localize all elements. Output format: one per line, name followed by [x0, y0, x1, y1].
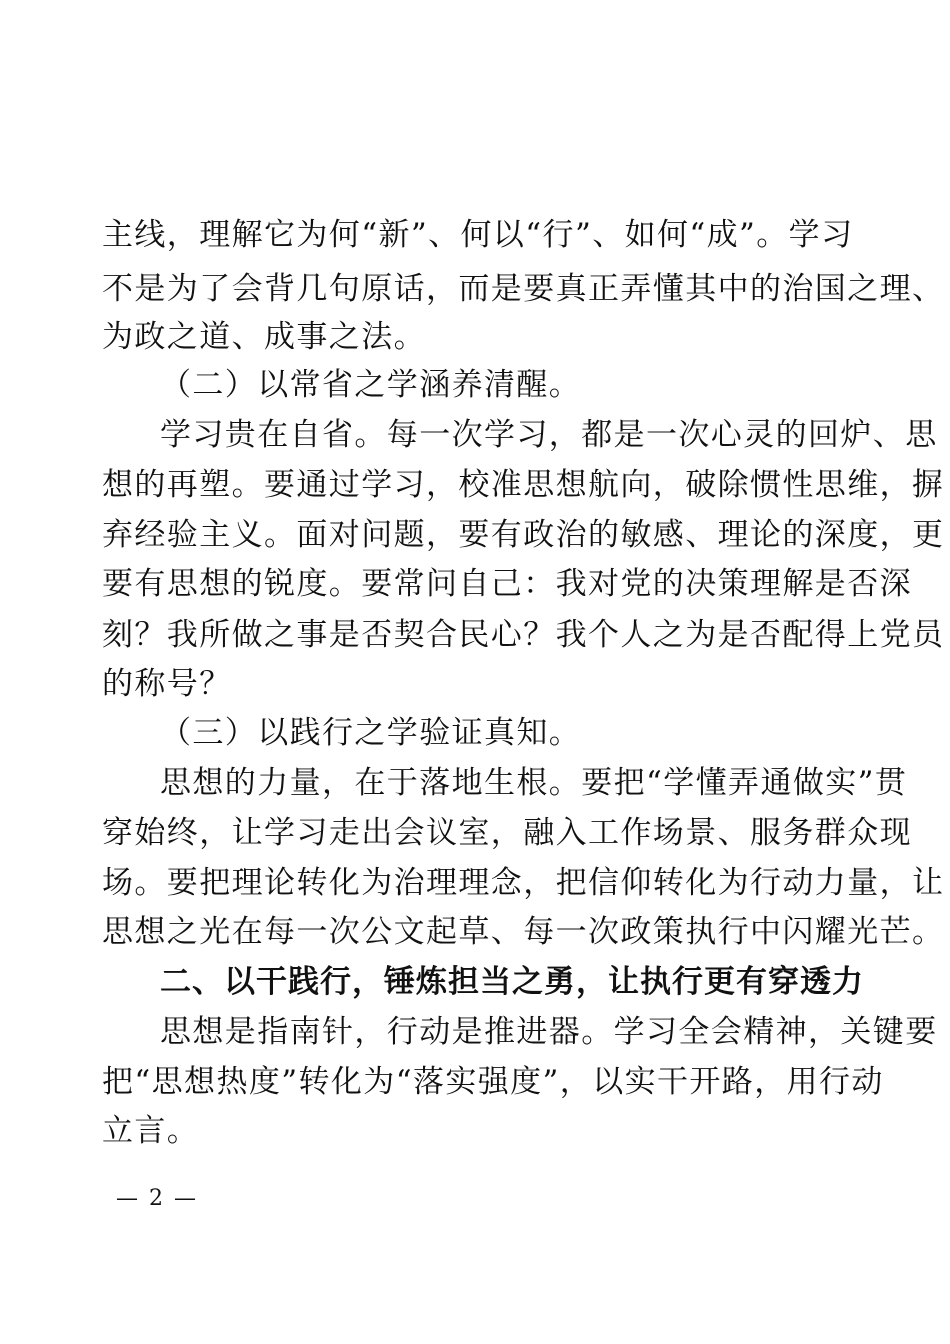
paragraph-line: 想的再塑。要通过学习，校准思想航向，破除惯性思维，摒 [102, 467, 945, 503]
page-number: — 2 — [116, 1186, 198, 1211]
paragraph-line: 思想是指南针，行动是推进器。学习全会精神，关键要 [160, 1014, 938, 1050]
paragraph-line: 立言。 [102, 1113, 200, 1149]
subsection-heading-3: （三）以践行之学验证真知。 [160, 715, 582, 751]
paragraph-line: 刻？我所做之事是否契合民心？我个人之为是否配得上党员 [102, 617, 945, 653]
paragraph-line: 的称号？ [102, 666, 232, 702]
paragraph-line: 要有思想的锐度。要常问自己：我对党的决策理解是否深 [102, 566, 912, 602]
paragraph-line: 思想的力量，在于落地生根。要把“学懂弄通做实”贯 [160, 765, 908, 801]
paragraph-line: 主线，理解它为何“新”、何以“行”、如何“成”。学习 [102, 217, 854, 253]
paragraph-line: 思想之光在每一次公文起草、每一次政策执行中闪耀光芒。 [102, 914, 945, 950]
paragraph-line: 场。要把理论转化为治理理念，把信仰转化为行动力量，让 [102, 865, 945, 901]
subsection-heading-2: （二）以常省之学涵养清醒。 [160, 367, 582, 403]
section-heading: 二、以干践行，锤炼担当之勇，让执行更有穿透力 [160, 964, 864, 1000]
paragraph-line: 穿始终，让学习走出会议室，融入工作场景、服务群众现 [102, 815, 912, 851]
paragraph-line: 为政之道、成事之法。 [102, 319, 426, 355]
paragraph-line: 弃经验主义。面对问题，要有政治的敏感、理论的深度，更 [102, 517, 945, 553]
paragraph-line: 不是为了会背几句原话，而是要真正弄懂其中的治国之理、 [102, 271, 945, 307]
paragraph-line: 把“思想热度”转化为“落实强度”，以实干开路，用行动 [102, 1064, 884, 1100]
paragraph-line: 学习贵在自省。每一次学习，都是一次心灵的回炉、思 [160, 417, 938, 453]
